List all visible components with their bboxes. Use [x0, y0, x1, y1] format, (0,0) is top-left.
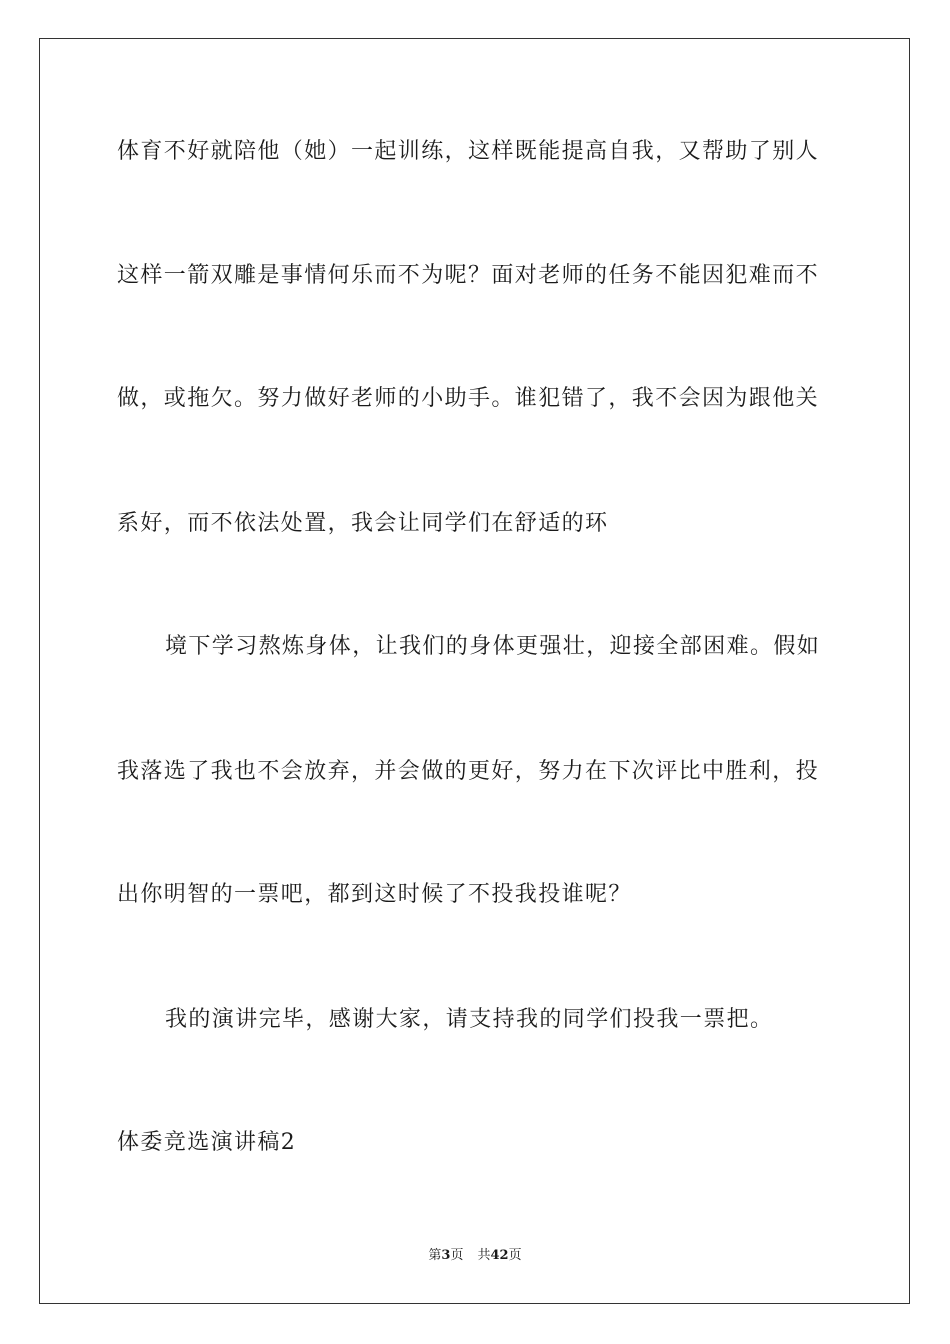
footer-total-pages: 42: [490, 1248, 509, 1263]
body-text-line-5: 境下学习熬炼身体，让我们的身体更强壮，迎接全部困难。假如: [165, 634, 821, 659]
body-text-line-2: 这样一箭双雕是事情何乐而不为呢？面对老师的任务不能因犯难而不: [117, 263, 820, 288]
body-text-line-3: 做，或拖欠。努力做好老师的小助手。谁犯错了，我不会因为跟他关: [117, 386, 820, 411]
section-heading: 体委竞选演讲稿2: [117, 1130, 297, 1155]
footer-page-prefix: 第: [428, 1248, 442, 1263]
body-text-line-4: 系好，而不依法处置，我会让同学们在舒适的环: [117, 511, 609, 536]
body-text-line-6: 我落选了我也不会放弃，并会做的更好，努力在下次评比中胜利，投: [117, 759, 820, 784]
page-frame: [39, 38, 910, 1304]
footer-page-suffix: 页: [450, 1248, 464, 1263]
footer-total-suffix: 页: [508, 1248, 522, 1263]
body-text-line-8: 我的演讲完毕，感谢大家，请支持我的同学们投我一票把。: [165, 1007, 774, 1032]
page-footer: [0, 1247, 950, 1265]
footer-page-number: 3: [441, 1248, 451, 1263]
body-text-line-7: 出你明智的一票吧，都到这时候了不投我投谁呢？: [117, 882, 632, 907]
footer-total-prefix: 共: [477, 1248, 491, 1263]
body-text-line-1: 体育不好就陪他（她）一起训练，这样既能提高自我，又帮助了别人: [117, 139, 820, 164]
